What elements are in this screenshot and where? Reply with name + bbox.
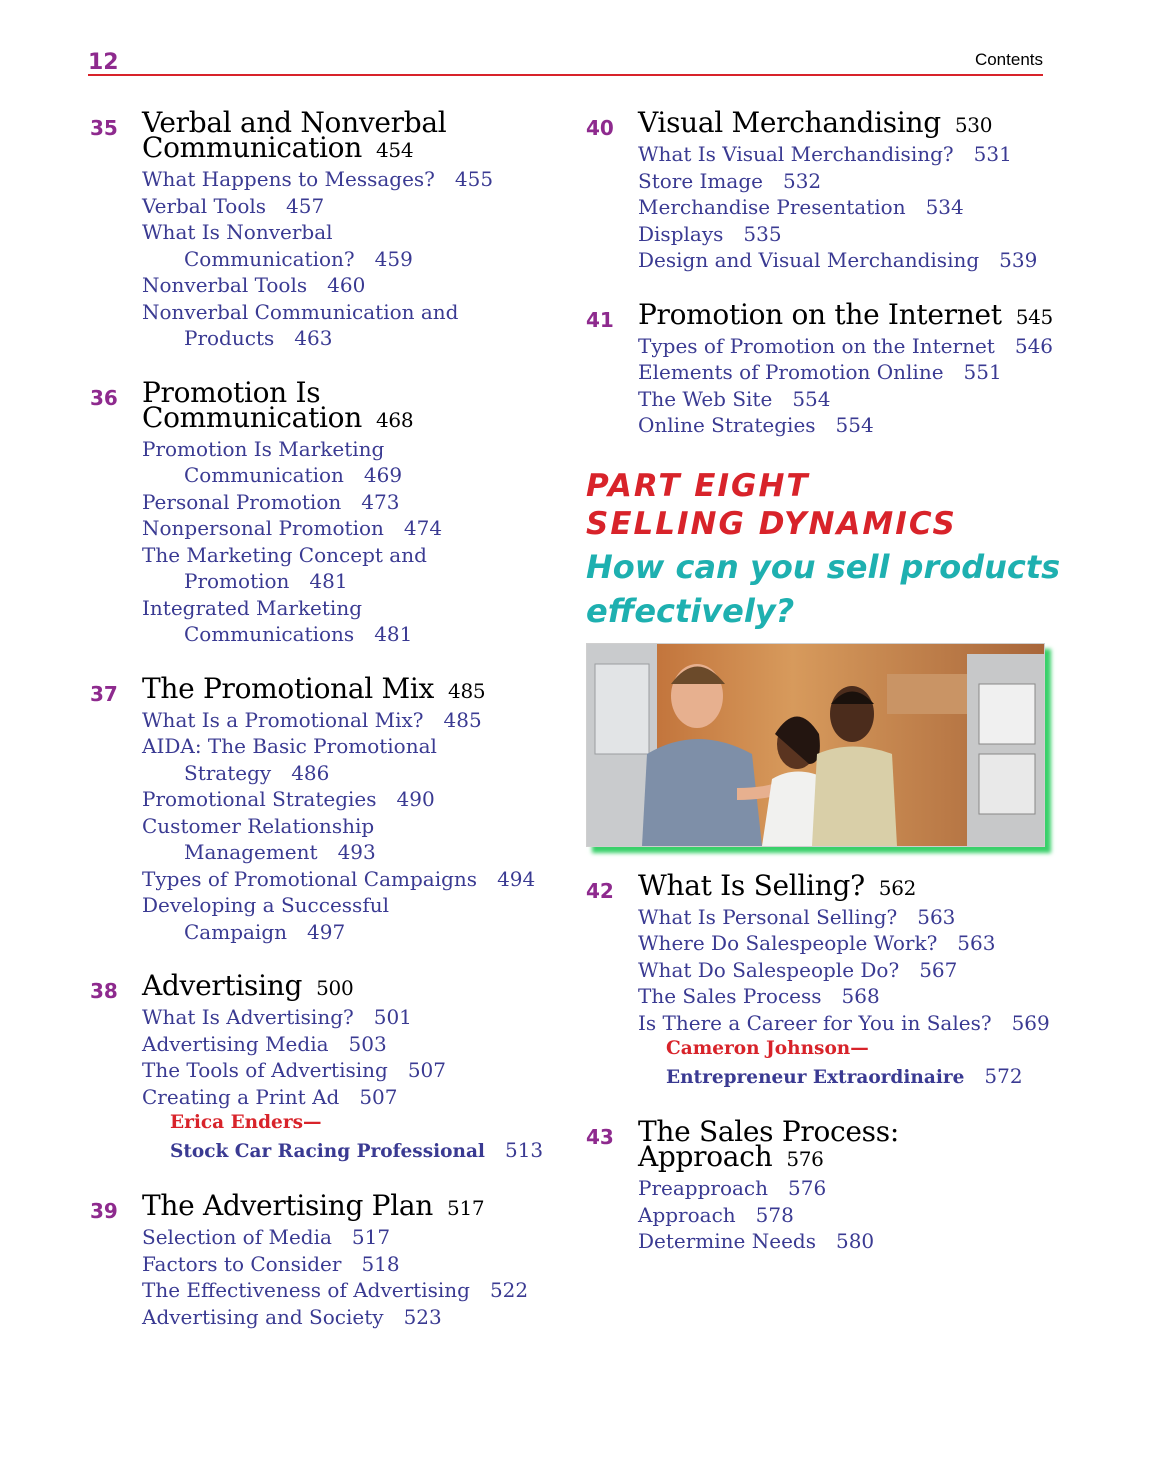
chapter-number: 39 bbox=[90, 1199, 118, 1223]
topic-item[interactable]: What Do Salespeople Do? 567 bbox=[638, 957, 958, 982]
topic-item[interactable]: The Web Site 554 bbox=[638, 386, 831, 411]
topic-page: 539 bbox=[999, 248, 1038, 272]
topic-item[interactable]: Communication 469 bbox=[184, 463, 403, 487]
topic-item[interactable]: Products 463 bbox=[184, 326, 333, 350]
topic-page: 551 bbox=[963, 360, 1002, 384]
chapter-title-line: The Sales Process: bbox=[638, 1115, 899, 1148]
chapter-number: 37 bbox=[90, 681, 118, 706]
topic-item[interactable]: Types of Promotion on the Internet 546 bbox=[638, 333, 1054, 358]
chapter-entry bbox=[586, 297, 1066, 439]
topic-item[interactable]: Design and Visual Merchandising 539 bbox=[638, 248, 1038, 272]
topic-page: 459 bbox=[374, 246, 413, 271]
topic-list bbox=[638, 333, 1066, 439]
topic-page: 532 bbox=[782, 168, 822, 193]
topic-item[interactable]: Preapproach 576 bbox=[638, 1176, 827, 1200]
topic-item[interactable]: The Marketing Concept and bbox=[142, 542, 427, 567]
chapter-title bbox=[638, 297, 1066, 331]
topic-page: 522 bbox=[489, 1278, 529, 1302]
chapter-entry bbox=[586, 1115, 1066, 1255]
chapter-number: 38 bbox=[90, 979, 118, 1003]
topic-item[interactable]: Online Strategies 554 bbox=[638, 413, 874, 437]
topic-item[interactable]: Promotion 481 bbox=[184, 569, 348, 593]
topic-page: 507 bbox=[407, 1058, 447, 1082]
topic-page: 578 bbox=[755, 1202, 794, 1227]
topic-item[interactable]: Store Image 532 bbox=[638, 168, 822, 193]
topic-page: 569 bbox=[1011, 1010, 1050, 1035]
topic-item[interactable]: Developing a Successful bbox=[142, 893, 389, 917]
sales-scene-illustration bbox=[587, 644, 1044, 846]
chapter-title-line: Approach 576 bbox=[638, 1140, 824, 1173]
chapter-title bbox=[142, 969, 560, 1002]
topic-page: 481 bbox=[309, 569, 348, 593]
topic-item[interactable]: The Tools of Advertising 507 bbox=[142, 1058, 447, 1082]
topic-page: 576 bbox=[788, 1176, 827, 1200]
topic-item[interactable]: Advertising and Society 523 bbox=[142, 1304, 442, 1329]
topic-page: 518 bbox=[361, 1251, 400, 1276]
chapter-number: 35 bbox=[90, 116, 118, 140]
topic-page: 469 bbox=[363, 463, 403, 487]
topic-item[interactable]: Where Do Salespeople Work? 563 bbox=[638, 931, 996, 955]
topic-page: 501 bbox=[373, 1005, 412, 1029]
chapter-title-line: Promotion Is bbox=[142, 375, 321, 409]
topic-item[interactable]: What Is Advertising? 501 bbox=[142, 1005, 412, 1029]
chapter-entry bbox=[90, 1189, 560, 1330]
topic-item[interactable]: Customer Relationship bbox=[142, 813, 375, 838]
chapter-number: 41 bbox=[586, 307, 614, 332]
topic-list bbox=[142, 436, 560, 648]
chapter-title-line: The Promotional Mix 485 bbox=[142, 671, 486, 705]
profile-page: 513 bbox=[504, 1137, 544, 1162]
question-line-1: How can you sell products bbox=[586, 547, 1061, 586]
topic-item[interactable]: What Is Personal Selling? 563 bbox=[638, 904, 956, 929]
topic-page: 507 bbox=[359, 1084, 398, 1109]
profile-name: Cameron Johnson— bbox=[666, 1038, 869, 1059]
topic-page: 554 bbox=[792, 386, 831, 411]
topic-page: 568 bbox=[841, 984, 880, 1008]
topic-item[interactable]: AIDA: The Basic Promotional bbox=[142, 734, 437, 758]
chapter-page: 468 bbox=[375, 407, 414, 432]
profile-name: Erica Enders— bbox=[170, 1112, 322, 1133]
topic-page: 474 bbox=[403, 516, 443, 540]
left-column bbox=[90, 106, 560, 1358]
topic-item[interactable]: Elements of Promotion Online 551 bbox=[638, 360, 1002, 384]
topic-page: 546 bbox=[1014, 333, 1054, 358]
page-number: 12 bbox=[88, 50, 119, 75]
chapter-title-line: Communication 468 bbox=[142, 400, 414, 434]
part-label: PART EIGHT bbox=[586, 467, 810, 504]
topic-item[interactable]: What Is Visual Merchandising? 531 bbox=[638, 142, 1012, 166]
chapter-page: 562 bbox=[878, 875, 917, 900]
topic-page: 486 bbox=[291, 760, 330, 785]
question-line-2: effectively? bbox=[586, 591, 795, 630]
profile-role-line bbox=[142, 1137, 560, 1166]
part-question bbox=[586, 545, 1066, 633]
topic-item[interactable]: Factors to Consider 518 bbox=[142, 1251, 400, 1276]
right-column bbox=[586, 106, 1066, 1283]
topic-list bbox=[142, 1004, 560, 1165]
topic-page: 563 bbox=[917, 904, 956, 929]
topic-item[interactable]: Approach 578 bbox=[638, 1202, 794, 1227]
chapter-title-line: What Is Selling? 562 bbox=[638, 868, 917, 902]
topic-item[interactable]: What Is Nonverbal bbox=[142, 220, 333, 244]
chapter-title bbox=[142, 106, 560, 164]
topic-item[interactable]: Communication? 459 bbox=[184, 246, 413, 271]
topic-page: 517 bbox=[351, 1225, 391, 1249]
topic-page: 554 bbox=[835, 413, 874, 437]
profile-role: Stock Car Racing Professional bbox=[170, 1140, 485, 1162]
chapter-title-line: The Advertising Plan 517 bbox=[142, 1189, 485, 1222]
chapter-page: 500 bbox=[316, 976, 354, 1000]
topic-page: 460 bbox=[327, 273, 366, 297]
part-eight-heading bbox=[586, 467, 1066, 633]
page-header bbox=[88, 48, 1043, 76]
chapter-page: 454 bbox=[375, 138, 414, 162]
topic-item[interactable]: Nonverbal Communication and bbox=[142, 299, 459, 324]
chapter-page: 576 bbox=[786, 1147, 824, 1171]
topic-item[interactable]: Advertising Media 503 bbox=[142, 1031, 387, 1056]
topic-page: 531 bbox=[973, 142, 1012, 166]
profile-role: Entrepreneur Extraordinaire bbox=[666, 1066, 965, 1088]
chapter-entry bbox=[90, 106, 560, 352]
topic-item[interactable]: Personal Promotion 473 bbox=[142, 489, 400, 514]
chapter-title-line: Communication 454 bbox=[142, 131, 414, 164]
topic-page: 563 bbox=[957, 931, 996, 955]
chapter-entry bbox=[90, 375, 560, 648]
right-chapters-top bbox=[586, 106, 1066, 439]
chapter-title-line: Advertising 500 bbox=[142, 969, 354, 1002]
sales-photo bbox=[586, 643, 1045, 847]
topic-page: 494 bbox=[497, 866, 536, 891]
topic-page: 567 bbox=[919, 957, 958, 982]
topic-item[interactable]: Strategy 486 bbox=[184, 760, 330, 785]
topic-item[interactable]: Integrated Marketing bbox=[142, 595, 363, 620]
chapter-page: 485 bbox=[448, 678, 486, 703]
topic-item[interactable]: Determine Needs 580 bbox=[638, 1229, 875, 1253]
chapter-title-line: Promotion on the Internet 545 bbox=[638, 297, 1053, 331]
topic-page: 455 bbox=[454, 167, 494, 191]
chapter-title bbox=[142, 671, 560, 705]
topic-page: 463 bbox=[294, 326, 333, 350]
chapter-page: 545 bbox=[1015, 304, 1053, 329]
topic-page: 457 bbox=[286, 193, 325, 218]
topic-page: 493 bbox=[337, 840, 376, 864]
chapter-entry bbox=[586, 106, 1066, 274]
topic-list bbox=[638, 141, 1066, 274]
chapter-page: 530 bbox=[954, 113, 993, 137]
topic-item[interactable]: The Effectiveness of Advertising 522 bbox=[142, 1278, 529, 1302]
chapter-title bbox=[638, 1115, 1066, 1173]
topic-page: 580 bbox=[835, 1229, 875, 1253]
profile-name-line bbox=[638, 1036, 1066, 1063]
chapter-title-line: Verbal and Nonverbal bbox=[142, 106, 447, 139]
topic-list bbox=[142, 1224, 560, 1330]
topic-list bbox=[638, 1175, 1066, 1255]
section-title: Contents bbox=[974, 50, 1043, 69]
topic-item[interactable]: Promotional Strategies 490 bbox=[142, 787, 435, 811]
right-chapters-bottom bbox=[586, 868, 1066, 1255]
chapter-title bbox=[638, 106, 1066, 139]
topic-item[interactable]: What Happens to Messages? 455 bbox=[142, 167, 494, 191]
topic-page: 481 bbox=[374, 622, 413, 646]
topic-item[interactable]: The Sales Process 568 bbox=[638, 984, 880, 1008]
chapter-title bbox=[142, 375, 560, 434]
topic-item[interactable]: Is There a Career for You in Sales? 569 bbox=[638, 1010, 1050, 1035]
chapter-title bbox=[638, 868, 1066, 902]
topic-list bbox=[142, 707, 560, 946]
topic-item[interactable]: Nonverbal Tools 460 bbox=[142, 273, 366, 297]
topic-page: 503 bbox=[348, 1031, 387, 1056]
profile-page: 572 bbox=[984, 1063, 1023, 1088]
topic-item[interactable]: Management 493 bbox=[184, 840, 376, 864]
topic-item[interactable]: Verbal Tools 457 bbox=[142, 193, 325, 218]
topic-list bbox=[142, 166, 560, 352]
chapter-page: 517 bbox=[447, 1196, 485, 1220]
chapter-entry bbox=[90, 969, 560, 1165]
topic-item[interactable]: Campaign 497 bbox=[184, 919, 346, 944]
topic-item[interactable]: Nonpersonal Promotion 474 bbox=[142, 516, 443, 540]
chapter-title-line: Visual Merchandising 530 bbox=[638, 106, 993, 139]
profile-name-line bbox=[142, 1110, 560, 1137]
topic-item[interactable]: Selection of Media 517 bbox=[142, 1225, 391, 1249]
part-title: SELLING DYNAMICS bbox=[586, 505, 957, 542]
topic-page: 485 bbox=[443, 707, 482, 732]
topic-item[interactable]: What Is a Promotional Mix? 485 bbox=[142, 707, 482, 732]
topic-item[interactable]: Promotion Is Marketing bbox=[142, 436, 385, 461]
chapter-number: 42 bbox=[586, 878, 614, 903]
topic-item[interactable]: Types of Promotional Campaigns 494 bbox=[142, 866, 536, 891]
topic-list bbox=[638, 904, 1066, 1092]
topic-item[interactable]: Creating a Print Ad 507 bbox=[142, 1084, 398, 1109]
chapter-number: 40 bbox=[586, 116, 614, 140]
chapter-number: 43 bbox=[586, 1125, 614, 1149]
topic-page: 490 bbox=[396, 787, 435, 811]
topic-page: 523 bbox=[403, 1304, 442, 1329]
topic-item[interactable]: Displays 535 bbox=[638, 221, 782, 246]
chapter-entry bbox=[90, 671, 560, 946]
chapter-number: 36 bbox=[90, 385, 118, 410]
topic-page: 534 bbox=[925, 195, 964, 219]
topic-page: 535 bbox=[743, 221, 782, 246]
chapter-entry bbox=[586, 868, 1066, 1092]
topic-page: 497 bbox=[307, 919, 346, 944]
topic-page: 473 bbox=[361, 489, 400, 514]
chapter-title bbox=[142, 1189, 560, 1222]
profile-role-line bbox=[638, 1063, 1066, 1092]
topic-item[interactable]: Communications 481 bbox=[184, 622, 413, 646]
topic-item[interactable]: Merchandise Presentation 534 bbox=[638, 195, 964, 219]
